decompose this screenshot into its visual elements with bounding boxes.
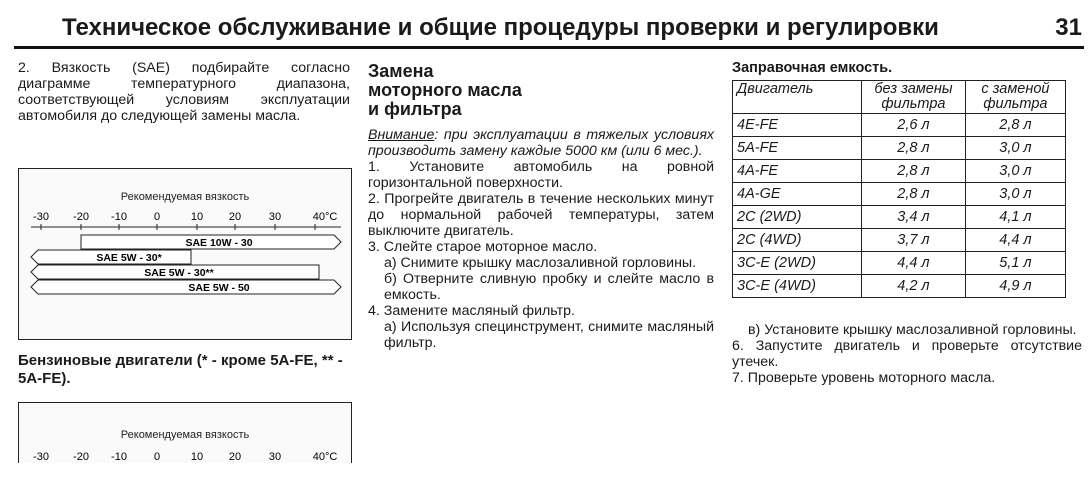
cell-with-filter: 4,9 л xyxy=(965,275,1065,298)
step-3: 3. Слейте старое моторное масло. xyxy=(368,239,598,255)
section-title-line: и фильтра xyxy=(368,99,462,119)
table-header-row xyxy=(733,81,1066,114)
column-left xyxy=(18,60,350,124)
step-4: 4. Замените масляный фильтр. xyxy=(368,303,575,319)
cell-with-filter: 4,1 л xyxy=(965,206,1065,229)
page-header xyxy=(0,0,1092,54)
bar-label: SAE 10W - 30 xyxy=(185,237,253,249)
viscosity-chart-gasoline xyxy=(18,168,352,340)
cell-engine: 4E-FE xyxy=(733,114,862,137)
tick-label: -10 xyxy=(111,211,127,223)
cell-without-filter: 4,4 л xyxy=(862,252,966,275)
step-2: 2. Прогрейте двигатель в течение нескольких минут до нормальной рабочей температуры, затем выключите двигатель. xyxy=(368,191,714,239)
cell-without-filter: 2,8 л xyxy=(862,160,966,183)
chart2-title: Рекомендуемая вязкость xyxy=(120,429,250,441)
cell-without-filter: 2,6 л xyxy=(862,114,966,137)
table-row xyxy=(733,160,1066,183)
viscosity-chart-svg xyxy=(19,169,351,339)
table-row xyxy=(733,275,1066,298)
cell-engine: 3C-E (2WD) xyxy=(733,252,862,275)
chart1-caption: Бензиновые двигатели (* - кроме 5A-FE, ** - 5A-FE). xyxy=(18,352,343,387)
chart1-title: Рекомендуемая вязкость xyxy=(120,191,250,203)
step-6: 6. Запустите двигатель и проверьте отсутствие утечек. xyxy=(732,338,1082,370)
tick-label: 40°C xyxy=(312,211,338,223)
cell-without-filter: 2,8 л xyxy=(862,183,966,206)
tick-label: 30 xyxy=(268,451,282,463)
tick-label: 30 xyxy=(268,211,282,223)
warning-note xyxy=(368,127,714,159)
cell-with-filter: 3,0 л xyxy=(965,183,1065,206)
chart1-bar-4 xyxy=(31,280,341,294)
column-right xyxy=(732,60,1082,386)
table-row xyxy=(733,229,1066,252)
table-row xyxy=(733,137,1066,160)
bar-label: SAE 5W - 30* xyxy=(96,252,162,264)
tick-label: 10 xyxy=(190,211,204,223)
chart2-ticks xyxy=(33,451,337,463)
steps-continued xyxy=(732,322,1082,386)
chart1-bar-2 xyxy=(31,250,191,264)
step-7: 7. Проверьте уровень моторного масла. xyxy=(732,370,996,386)
step-3b: б) Отверните сливную пробку и слейте масло в емкость. xyxy=(384,271,714,303)
cell-engine: 2C (4WD) xyxy=(733,229,862,252)
viscosity-chart-diesel xyxy=(18,402,352,463)
section-title xyxy=(368,62,714,119)
section-title-line: моторного масла xyxy=(368,80,522,100)
viscosity-chart2-svg xyxy=(19,403,351,463)
step-4a: а) Используя специнструмент, снимите масляный фильтр. xyxy=(384,319,714,351)
header-divider xyxy=(14,46,1084,49)
chart1-bar-1 xyxy=(81,235,341,249)
cell-without-filter: 2,8 л xyxy=(862,137,966,160)
chart1-bar-3 xyxy=(31,265,319,279)
cell-without-filter: 4,2 л xyxy=(862,275,966,298)
tick-label: -10 xyxy=(111,451,127,463)
tick-label: 40°C xyxy=(312,451,338,463)
table-row xyxy=(733,183,1066,206)
cell-without-filter: 3,4 л xyxy=(862,206,966,229)
bar-label: SAE 5W - 30** xyxy=(144,267,214,279)
viscosity-paragraph: 2. Вязкость (SAE) подбирайте согласно диаграмме температурного диапазона, соответствующей условиям эксплуатации автомобиля до следующей замены масла. xyxy=(18,60,350,124)
bar-label: SAE 5W - 50 xyxy=(188,282,250,294)
cell-with-filter: 3,0 л xyxy=(965,137,1065,160)
capacity-table-title: Заправочная емкость. xyxy=(732,60,893,76)
tick-label: -20 xyxy=(73,211,89,223)
table-row xyxy=(733,114,1066,137)
tick-label: 10 xyxy=(190,451,204,463)
cell-engine: 2C (2WD) xyxy=(733,206,862,229)
cell-engine: 4A-GE xyxy=(733,183,862,206)
page-number: 31 xyxy=(1055,14,1082,41)
warning-text: : при эксплуатации в тяжелых условиях производить замену каждые 5000 км (или 6 мес.). xyxy=(368,127,714,159)
cell-with-filter: 4,4 л xyxy=(965,229,1065,252)
tick-label: 20 xyxy=(228,211,242,223)
section-title-line: Замена xyxy=(368,61,434,81)
header-engine: Двигатель xyxy=(733,81,862,114)
cell-with-filter: 3,0 л xyxy=(965,160,1065,183)
step-3v: в) Установите крышку маслозаливной горловины. xyxy=(748,322,1077,338)
cell-with-filter: 5,1 л xyxy=(965,252,1065,275)
cell-with-filter: 2,8 л xyxy=(965,114,1065,137)
step-1: 1. Установите автомобиль на ровной горизонтальной поверхности. xyxy=(368,159,714,191)
header-with-filter: с заменой фильтра xyxy=(965,81,1065,114)
table-row xyxy=(733,252,1066,275)
tick-label: 20 xyxy=(228,451,242,463)
column-middle xyxy=(368,60,714,351)
tick-label: -30 xyxy=(33,451,49,463)
warning-label: Внимание xyxy=(368,127,435,143)
cell-without-filter: 3,7 л xyxy=(862,229,966,252)
table-row xyxy=(733,206,1066,229)
header-without-filter: без замены фильтра xyxy=(862,81,966,114)
capacity-table xyxy=(732,80,1066,298)
tick-label: 0 xyxy=(153,451,161,463)
cell-engine: 4A-FE xyxy=(733,160,862,183)
cell-engine: 3C-E (4WD) xyxy=(733,275,862,298)
page-title: Техническое обслуживание и общие процедуры проверки и регулировки xyxy=(62,14,939,41)
tick-label: -20 xyxy=(73,451,89,463)
chart1-ticks xyxy=(33,211,337,223)
tick-label: -30 xyxy=(33,211,49,223)
step-3a: а) Снимите крышку маслозаливной горловины. xyxy=(384,255,697,271)
cell-engine: 5A-FE xyxy=(733,137,862,160)
tick-label: 0 xyxy=(153,211,161,223)
